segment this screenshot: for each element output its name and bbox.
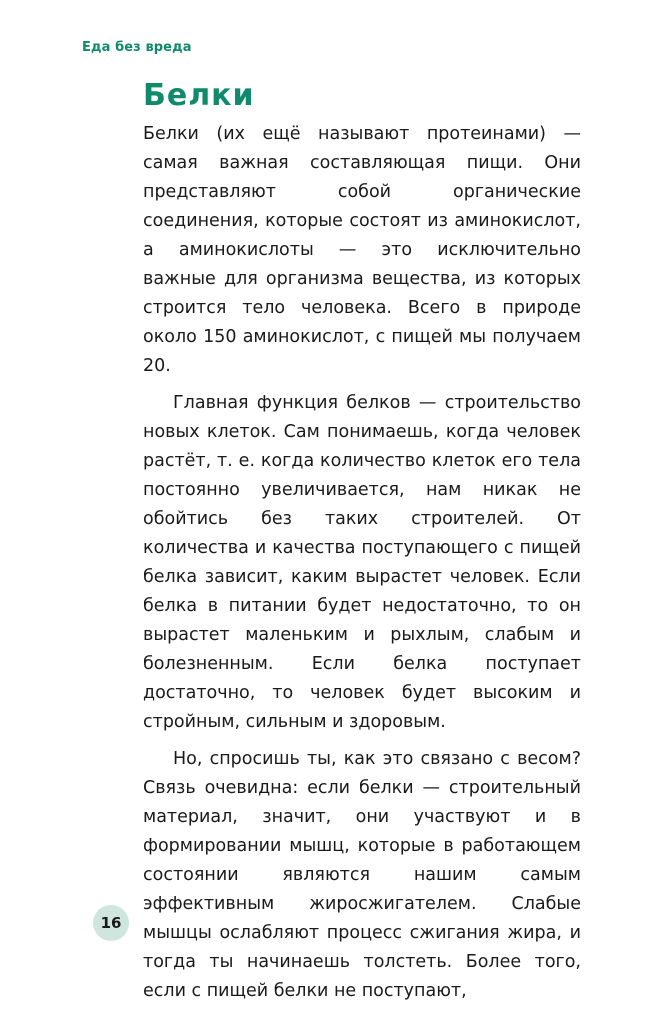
body-text [143,120,581,1014]
paragraph-2: Главная функция белков — строительство новых клеток. Сам понимаешь, когда человек растёт, т. е. когда количество клеток его тела постоянно увеличивается, нам никак не обойтись без таких строителей. От количества и качества поступающего с пищей белка зависит, каким вырастет человек. Если белка в питании будет недостаточно, то он вырастет маленьким и рыхлым, слабым и болезненным. Если белка поступает достаточно, то человек будет высоким и стройным, сильным и здоровым. [143,393,581,732]
page-number-badge: 16 [93,905,129,941]
paragraph-1: Белки (их ещё называют протеинами) — самая важная составляющая пищи. Они представляют собой органические соединения, которые состоят из аминокислот, а аминокислоты — это исключительно важные для организма вещества, из которых строится тело человека. Всего в природе около 150 аминокислот, с пищей мы получаем 20. [143,124,581,376]
section-title: Белки [143,78,255,113]
paragraph-3: Но, спросишь ты, как это связано с весом? Связь очевидна: если белки — строительный материал, значит, они участвуют и в формировании мышц, которые в работающем состоянии являются нашим самым эффективным жиросжигателем. Слабые мышцы ослабляют процесс сжигания жира, и тогда ты начинаешь толстеть. Более того, если с пищей белки не поступают, [143,749,581,1001]
running-header: Еда без вреда [82,40,192,55]
